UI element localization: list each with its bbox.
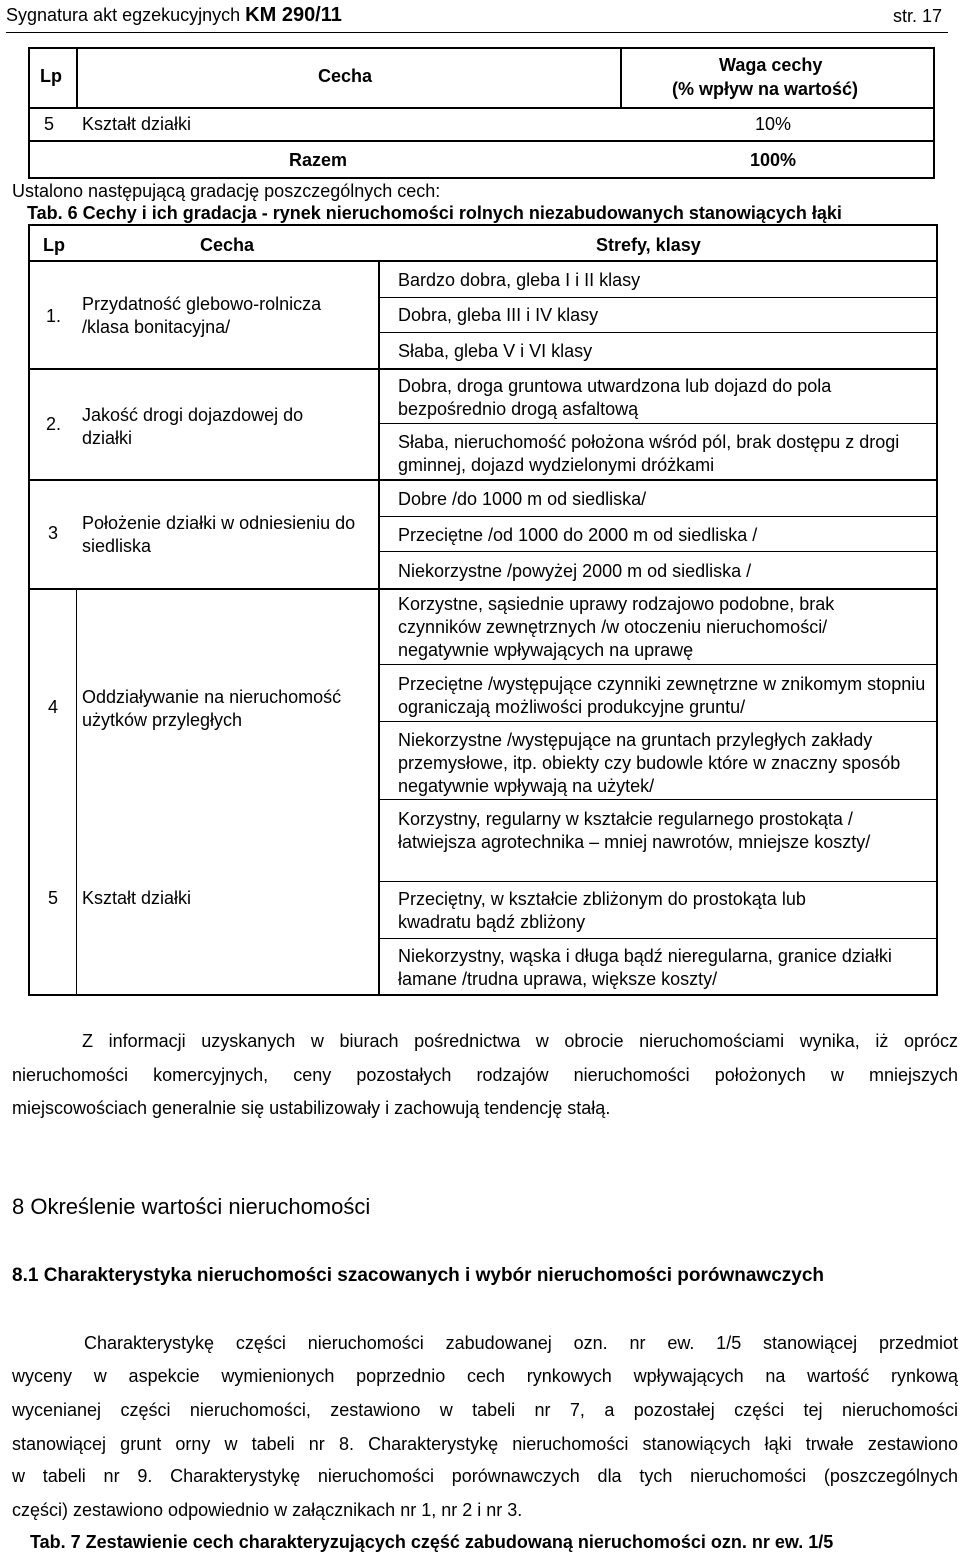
paragraph-line: wyceny w aspekcie wymienionych poprzednio cech rynkowych wpływających na wartość rynkową — [12, 1366, 958, 1386]
col-weight-line1: Waga cechy — [719, 55, 823, 75]
t6-row4-lp: 4 — [48, 697, 59, 717]
t6-row4-grade1: Korzystne, sąsiednie uprawy rodzajowo podobne, brak czynników zewnętrznych /w otoczeniu nieruchomości/ negatywnie wpływających na uprawę — [398, 594, 835, 660]
paragraph-line: części) zestawiono odpowiednio w załącznikach nr 1, nr 2 i nr 3. — [12, 1500, 523, 1520]
paragraph-line: wycenianej części nieruchomości, zestawiono w tabeli nr 7, a pozostałej części tej nieruchomości — [12, 1400, 958, 1420]
t6-row4-feature: Oddziaływanie na nieruchomość użytków przyległych — [82, 687, 342, 730]
t6-col-feature: Cecha — [200, 235, 255, 255]
paragraph-line: stanowiącej grunt orny w tabeli nr 8. Charakterystykę nieruchomości stanowiących łąki trwałe zestawiono — [12, 1434, 958, 1454]
t6-col-zones: Strefy, klasy — [596, 235, 701, 255]
signature-label: Sygnatura akt egzekucyjnych — [6, 5, 241, 25]
t6-row5-feature: Kształt działki — [82, 888, 192, 908]
t6-row3-grade3: Niekorzystne /powyżej 2000 m od siedliska / — [398, 561, 752, 581]
t6-row1-grade1: Bardzo dobra, gleba I i II klasy — [398, 270, 641, 290]
t6-row5-grade2: Przeciętny, w kształcie zbliżonym do prostokąta lub kwadratu bądź zbliżony — [398, 889, 806, 932]
t6-row5-grade3: Niekorzystny, wąska i długa bądź nieregularna, granice działki łamane /trudna uprawa, większe koszty/ — [398, 946, 892, 989]
col-lp: Lp — [40, 66, 62, 86]
t6-row4-grade2: Przeciętne /występujące czynniki zewnętrzne w znikomym stopniu ograniczają możliwości produkcyjne gruntu/ — [398, 674, 926, 717]
t6-row2-grade1: Dobra, droga gruntowa utwardzona lub dojazd do pola bezpośrednio drogą asfaltową — [398, 376, 832, 419]
t6-row3-feature: Położenie działki w odniesieniu do siedliska — [82, 513, 356, 556]
row-feature: Kształt działki — [82, 114, 192, 134]
t6-row2-grade2: Słaba, nieruchomość położona wśród pól, brak dostępu z drogi gminnej, dojazd wydzielonymi dróżkami — [398, 432, 900, 475]
heading-section-8: 8 Określenie wartości nieruchomości — [12, 1194, 371, 1219]
heading-section-8-1: 8.1 Charakterystyka nieruchomości szacowanych i wybór nieruchomości porównawczych — [12, 1265, 824, 1286]
row-lp: 5 — [44, 114, 55, 134]
page-number: str. 17 — [893, 6, 943, 26]
col-weight-line2: (% wpływ na wartość) — [672, 79, 859, 99]
table6-caption: Tab. 6 Cechy i ich gradacja - rynek nieruchomości rolnych niezabudowanych stanowiących łąki — [27, 203, 842, 223]
intro-text: Ustalono następującą gradację poszczególnych cech: — [12, 181, 441, 201]
t6-row1-grade2: Dobra, gleba III i IV klasy — [398, 305, 599, 325]
t6-row1-feature: Przydatność glebowo-rolnicza /klasa bonitacyjna/ — [82, 294, 322, 337]
t6-row3-lp: 3 — [48, 523, 59, 543]
row-weight: 10% — [755, 114, 792, 134]
t6-col-lp: Lp — [43, 235, 65, 255]
paragraph-line: Charakterystykę części nieruchomości zabudowanej ozn. nr ew. 1/5 stanowiącej przedmiot — [84, 1333, 958, 1353]
paragraph-line: nieruchomości komercyjnych, ceny pozostałych rodzajów nieruchomości położonych w mniejszych — [12, 1065, 958, 1085]
t6-row3-grade1: Dobre /do 1000 m od siedliska/ — [398, 489, 647, 509]
t6-row5-grade1: Korzystny, regularny w kształcie regularnego prostokąta /łatwiejsza agrotechnika – mniej nawrotów, mniejsze koszty/ — [398, 809, 871, 852]
page-header — [6, 4, 342, 27]
header-rule — [6, 32, 948, 33]
paragraph-line: miejscowościach generalnie się ustabilizowały i zachowują tendencję stałą. — [12, 1098, 611, 1118]
case-number: KM 290/11 — [245, 4, 342, 26]
t6-row1-lp: 1. — [46, 306, 62, 326]
t6-row5-lp: 5 — [48, 888, 59, 908]
col-feature: Cecha — [318, 66, 373, 86]
t6-row2-lp: 2. — [46, 414, 62, 434]
t6-row1-grade3: Słaba, gleba V i VI klasy — [398, 341, 593, 361]
t6-row2-feature: Jakość drogi dojazdowej do działki — [82, 405, 304, 448]
total-label: Razem — [289, 150, 348, 170]
total-value: 100% — [750, 150, 797, 170]
paragraph-line: Z informacji uzyskanych w biurach pośrednictwa w obrocie nieruchomościami wynika, iż oprócz — [82, 1031, 958, 1051]
paragraph-line: w tabeli nr 9. Charakterystykę nieruchomości porównawczych dla tych nieruchomości (poszczególnych — [12, 1466, 958, 1486]
t6-row4-grade3: Niekorzystne /występujące na gruntach przyległych zakłady przemysłowe, itp. obiekty czy budowle które w znaczny sposób negatywnie wpływają na użytek/ — [398, 730, 901, 796]
t6-row3-grade2: Przeciętne /od 1000 do 2000 m od siedliska / — [398, 525, 758, 545]
table7-caption: Tab. 7 Zestawienie cech charakteryzujących część zabudowaną nieruchomości ozn. nr ew. 1/5 — [30, 1532, 834, 1552]
